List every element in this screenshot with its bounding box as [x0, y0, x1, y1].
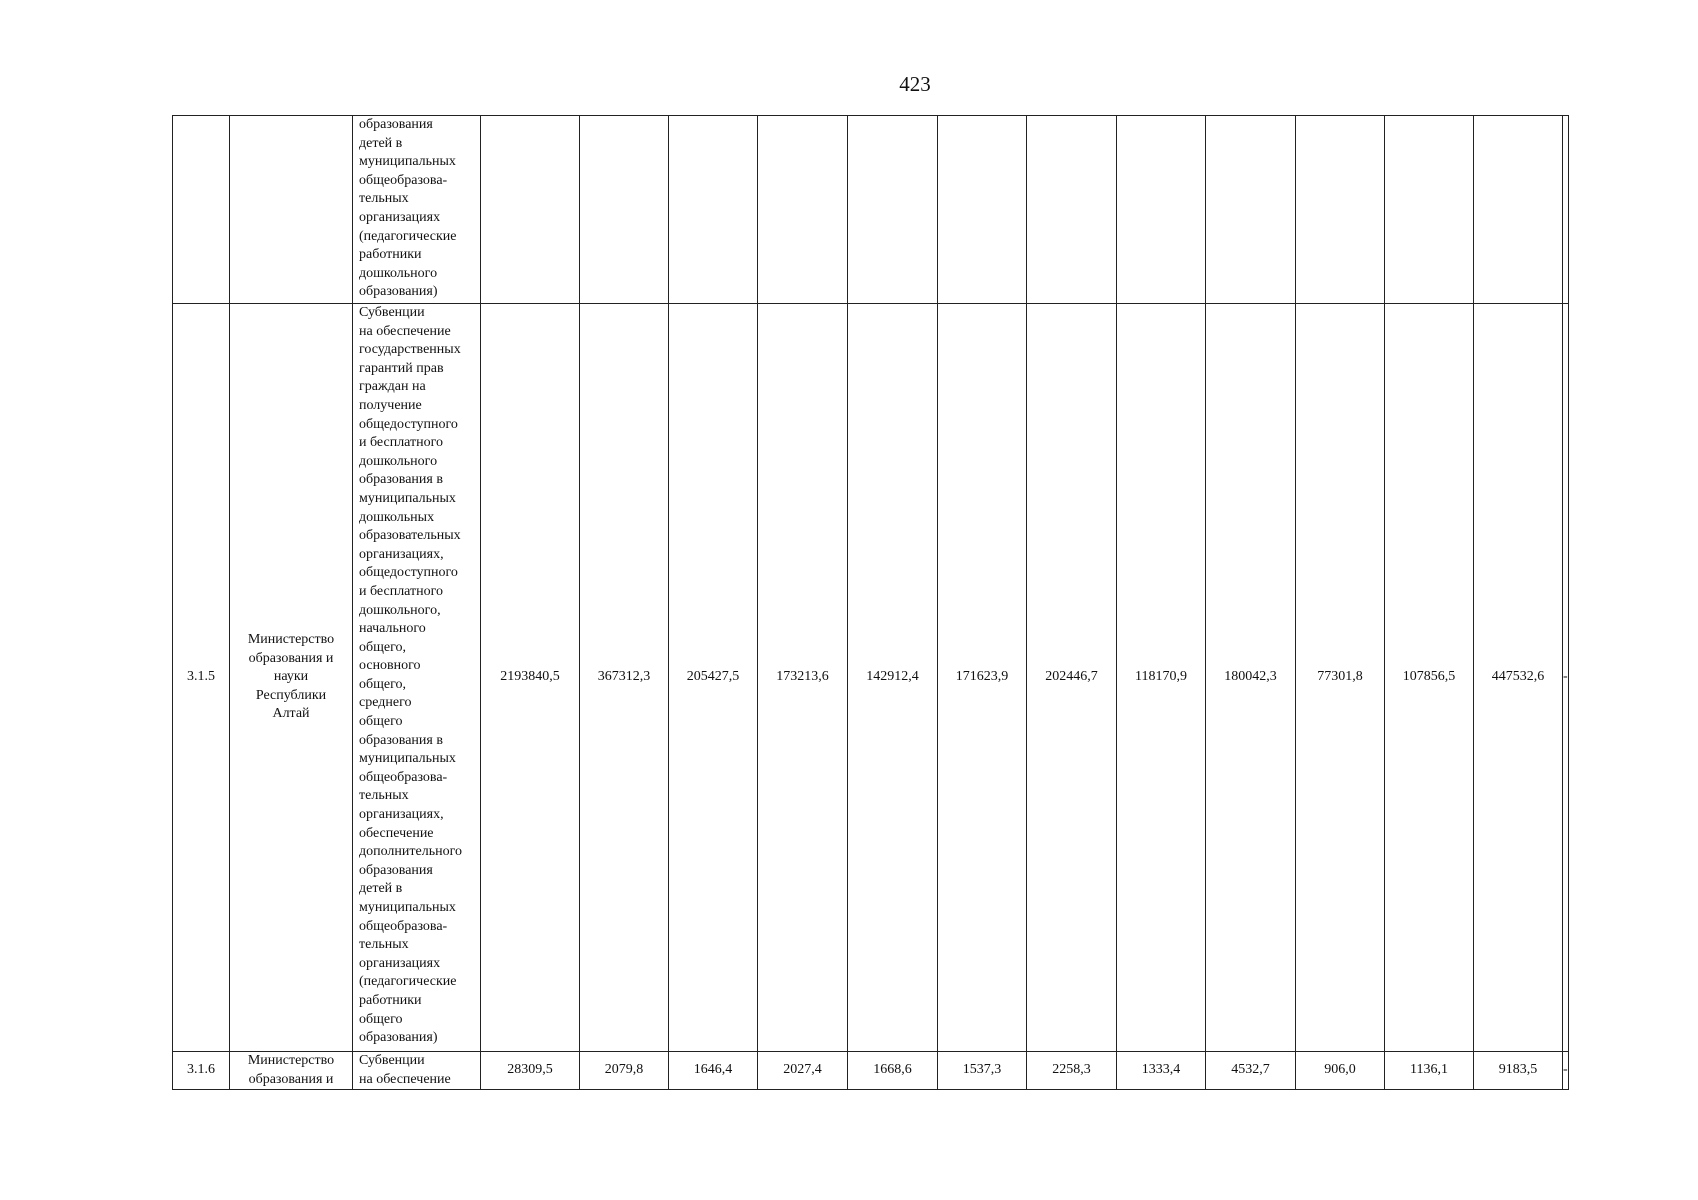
amount-cell: 4532,7 — [1206, 1052, 1296, 1090]
table-row — [173, 304, 1569, 1052]
amount-cell — [848, 116, 938, 304]
amount-cell — [1474, 116, 1563, 304]
amount-cell: 180042,3 — [1206, 304, 1296, 1052]
amount-cell: 2193840,5 — [481, 304, 580, 1052]
amount-cell: 173213,6 — [758, 304, 848, 1052]
page-number: 423 — [899, 72, 931, 96]
amount-cell: 447532,6 — [1474, 304, 1563, 1052]
amount-cell — [758, 116, 848, 304]
amount-cell: 1537,3 — [938, 1052, 1027, 1090]
row-code-cell: 3.1.5 — [173, 304, 230, 1052]
responsible-executor-cell: Министерство образования и науки Республики Алтай — [230, 304, 353, 1052]
measure-description-cell: Субвенции на обеспечение — [353, 1052, 481, 1090]
budget-table — [172, 115, 1569, 1090]
amount-cell: - — [1563, 1052, 1569, 1090]
amount-cell: 1668,6 — [848, 1052, 938, 1090]
amount-cell: 1646,4 — [669, 1052, 758, 1090]
amount-cell — [1117, 116, 1206, 304]
amount-cell — [669, 116, 758, 304]
responsible-executor-cell — [230, 116, 353, 304]
amount-cell: 202446,7 — [1027, 304, 1117, 1052]
amount-cell: 107856,5 — [1385, 304, 1474, 1052]
amount-cell: 171623,9 — [938, 304, 1027, 1052]
amount-cell — [938, 116, 1027, 304]
row-code-cell: 3.1.6 — [173, 1052, 230, 1090]
amount-cell: 2027,4 — [758, 1052, 848, 1090]
amount-cell: 2079,8 — [580, 1052, 669, 1090]
row-code-cell — [173, 116, 230, 304]
amount-cell: 9183,5 — [1474, 1052, 1563, 1090]
amount-cell: 367312,3 — [580, 304, 669, 1052]
amount-cell — [481, 116, 580, 304]
amount-cell: 28309,5 — [481, 1052, 580, 1090]
responsible-executor-cell: Министерство образования и — [230, 1052, 353, 1090]
amount-cell: 77301,8 — [1296, 304, 1385, 1052]
amount-cell — [1296, 116, 1385, 304]
measure-description-cell: Субвенции на обеспечение государственных гарантий прав граждан на получение общедоступного и бесплатного дошкольного образования в муниципальных дошкольных образовательных организациях, общедоступного и бесплатного дошкольного, начального общего, основного общего, среднего общего образования в муниципальных общеобразова- тельных организациях, обеспечение дополнительного образования детей в муниципальных общеобразова- тельных организациях (педагогические работники общего образования) — [353, 304, 481, 1052]
amount-cell: 2258,3 — [1027, 1052, 1117, 1090]
table-row — [173, 1052, 1569, 1090]
measure-description-cell: образования детей в муниципальных общеобразова- тельных организациях (педагогические работники дошкольного образования) — [353, 116, 481, 304]
amount-cell: 205427,5 — [669, 304, 758, 1052]
table-body — [173, 116, 1569, 1090]
amount-cell — [580, 116, 669, 304]
amount-cell: - — [1563, 304, 1569, 1052]
amount-cell — [1027, 116, 1117, 304]
amount-cell: 1136,1 — [1385, 1052, 1474, 1090]
amount-cell: 118170,9 — [1117, 304, 1206, 1052]
amount-cell — [1385, 116, 1474, 304]
amount-cell: 1333,4 — [1117, 1052, 1206, 1090]
amount-cell: 906,0 — [1296, 1052, 1385, 1090]
amount-cell: 142912,4 — [848, 304, 938, 1052]
table-row — [173, 116, 1569, 304]
amount-cell — [1206, 116, 1296, 304]
amount-cell — [1563, 116, 1569, 304]
